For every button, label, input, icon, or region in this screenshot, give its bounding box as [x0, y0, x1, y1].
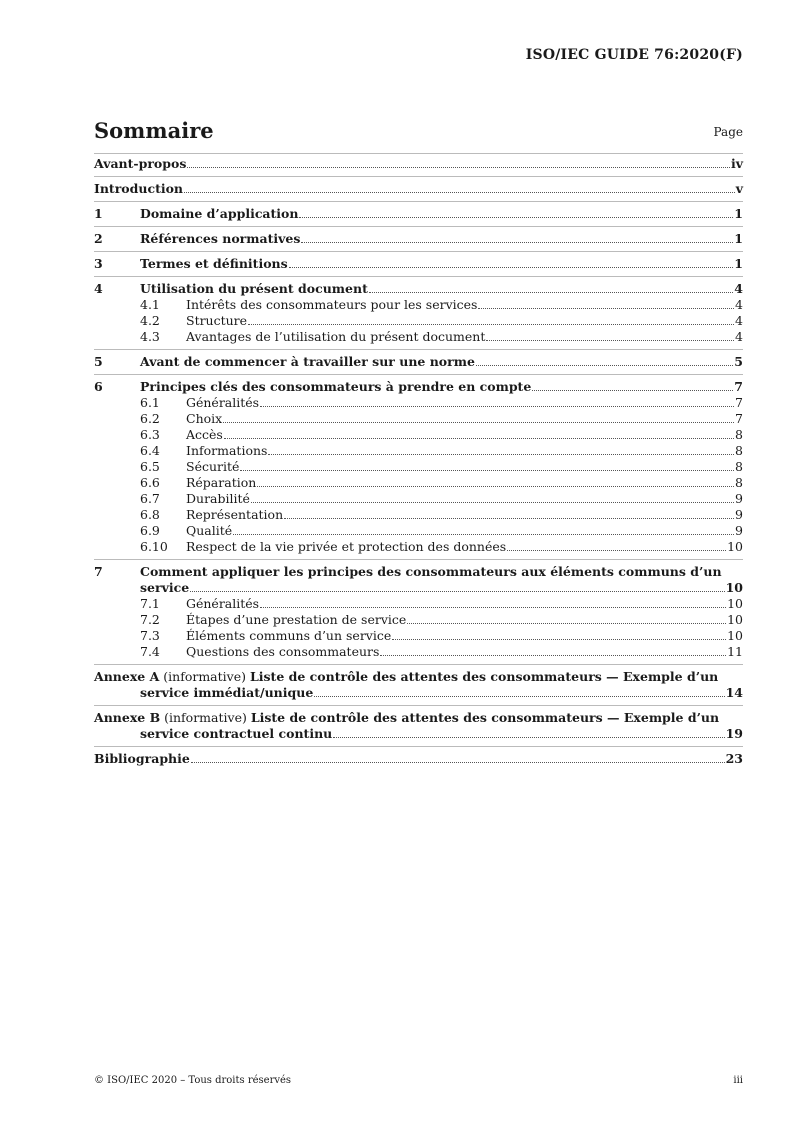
toc-entry-avant-propos[interactable] [94, 153, 743, 172]
toc-entry-page: 10 [727, 596, 743, 611]
toc-entry-text: Bibliographie [94, 751, 190, 766]
dot-leader [380, 655, 726, 656]
toc-entry-2[interactable] [94, 226, 743, 247]
toc-entry-7-2[interactable] [94, 612, 743, 628]
toc-entry-7-3[interactable] [94, 628, 743, 644]
dot-leader [233, 534, 734, 535]
toc-entry-text: Informations [186, 443, 268, 458]
dot-leader [476, 365, 733, 366]
toc-entry-bibliographie[interactable] [94, 746, 743, 767]
toc-entry-6-3[interactable] [94, 427, 743, 443]
toc-entry-page: 9 [735, 491, 743, 506]
page-column-label: Page [713, 125, 743, 139]
toc-entry-text-line2: service contractuel continu [140, 726, 333, 741]
toc-entry-page: 11 [727, 644, 743, 659]
toc-entry-text: Accès [186, 427, 223, 442]
toc-entry-page: 1 [734, 256, 743, 271]
toc-entry-text: Domaine d’application [140, 206, 299, 221]
toc-entry-page: 4 [734, 281, 743, 296]
toc-entry-page: 23 [725, 751, 743, 766]
document-code: ISO/IEC GUIDE 76:2020(F) [525, 47, 743, 63]
toc-entry-6-10[interactable] [94, 539, 743, 555]
dot-leader [289, 267, 734, 268]
annex-label: Annexe A [94, 669, 160, 684]
table-of-contents [94, 153, 743, 767]
toc-entry-number: 5 [94, 354, 103, 369]
footer-page-number: iii [733, 1075, 743, 1086]
dot-leader [333, 737, 724, 738]
toc-entry-1[interactable] [94, 201, 743, 222]
toc-entry-text: Avant de commencer à travailler sur une norme [140, 354, 475, 369]
dot-leader [392, 639, 726, 640]
dot-leader [301, 242, 733, 243]
toc-entry-page: 7 [735, 411, 743, 426]
toc-entry-page: 8 [735, 427, 743, 442]
toc-entry-page: 9 [735, 523, 743, 538]
toc-entry-number: 6.8 [140, 507, 160, 522]
dot-leader [187, 167, 730, 168]
dot-leader [260, 607, 726, 608]
dot-leader [478, 308, 734, 309]
toc-entry-number: 6.6 [140, 475, 160, 490]
toc-entry-text: Réparation [186, 475, 257, 490]
toc-entry-number: 6.5 [140, 459, 160, 474]
toc-entry-6-8[interactable] [94, 507, 743, 523]
toc-entry-number: 3 [94, 256, 103, 271]
dot-leader [260, 406, 734, 407]
toc-entry-6-6[interactable] [94, 475, 743, 491]
toc-entry-text: Principes clés des consommateurs à prendre en compte [140, 379, 532, 394]
toc-entry-page: 8 [735, 475, 743, 490]
toc-entry-text-line1: Liste de contrôle des attentes des consommateurs — Exemple d’un [250, 710, 720, 725]
toc-entry-7-4[interactable] [94, 644, 743, 660]
toc-entry-page: v [735, 181, 743, 196]
toc-entry-text: Termes et définitions [140, 256, 288, 271]
toc-entry-text-line1: Comment appliquer les principes des consommateurs aux éléments communs d’un [140, 564, 722, 579]
toc-entry-page: 4 [735, 329, 743, 344]
toc-entry-text: Choix [186, 411, 223, 426]
toc-entry-text: Références normatives [140, 231, 301, 246]
toc-entry-page: 7 [735, 395, 743, 410]
toc-entry-page: 9 [735, 507, 743, 522]
annex-label: Annexe B [94, 710, 161, 725]
dot-leader [369, 292, 733, 293]
toc-entry-annex-a[interactable] [94, 664, 743, 701]
toc-entry-6-1[interactable] [94, 395, 743, 411]
toc-entry-annex-b[interactable] [94, 705, 743, 742]
toc-entry-number: 6.2 [140, 411, 160, 426]
toc-entry-page: 10 [727, 628, 743, 643]
dot-leader [407, 623, 726, 624]
toc-entry-page: 8 [735, 443, 743, 458]
dot-leader [248, 324, 734, 325]
toc-entry-6-4[interactable] [94, 443, 743, 459]
dot-leader [224, 438, 734, 439]
toc-entry-page: 14 [725, 685, 743, 700]
dot-leader [507, 550, 726, 551]
toc-entry-page: 4 [735, 297, 743, 312]
toc-entry-text: Avantages de l’utilisation du présent document [186, 329, 486, 344]
toc-entry-number: 7.2 [140, 612, 160, 627]
toc-entry-page: 10 [727, 539, 743, 554]
toc-entry-text-line1: Liste de contrôle des attentes des consommateurs — Exemple d’un [249, 669, 719, 684]
dot-leader [190, 591, 724, 592]
toc-entry-number: 6.4 [140, 443, 160, 458]
toc-entry-6-2[interactable] [94, 411, 743, 427]
toc-entry-text: Respect de la vie privée et protection des données [186, 539, 507, 554]
toc-entry-number: 4.3 [140, 329, 160, 344]
toc-entry-text: Utilisation du présent document [140, 281, 368, 296]
annex-informative: (informative) [159, 669, 250, 684]
toc-entry-page: 7 [734, 379, 743, 394]
dot-leader [240, 470, 734, 471]
dot-leader [486, 340, 734, 341]
toc-entry-text: Questions des consommateurs [186, 644, 380, 659]
toc-entry-text: Éléments communs d’un service [186, 628, 392, 643]
toc-entry-page: 10 [727, 612, 743, 627]
toc-entry-page: 10 [725, 580, 743, 595]
toc-entry-introduction[interactable] [94, 176, 743, 197]
toc-entry-number: 6.7 [140, 491, 160, 506]
dot-leader [251, 502, 734, 503]
toc-entry-text: Durabilité [186, 491, 250, 506]
toc-entry-number: 7.1 [140, 596, 160, 611]
toc-title-row [94, 113, 743, 143]
toc-entry-number: 6.1 [140, 395, 160, 410]
toc-entry-number: 7.4 [140, 644, 160, 659]
toc-entry-page: iv [730, 156, 743, 171]
toc-entry-4-2[interactable] [94, 313, 743, 329]
toc-entry-page: 4 [735, 313, 743, 328]
toc-title: Sommaire [94, 118, 214, 143]
toc-entry-6-9[interactable] [94, 523, 743, 539]
toc-entry-text: Structure [186, 313, 248, 328]
dot-leader [191, 762, 725, 763]
toc-entry-page: 5 [734, 354, 743, 369]
dot-leader [184, 192, 735, 193]
toc-entry-text: Qualité [186, 523, 233, 538]
dot-leader [257, 486, 734, 487]
toc-entry-6-5[interactable] [94, 459, 743, 475]
toc-entry-text: Sécurité [186, 459, 240, 474]
toc-entry-6[interactable] [94, 374, 743, 395]
toc-entry-text: Étapes d’une prestation de service [186, 612, 407, 627]
toc-entry-page: 1 [734, 231, 743, 246]
dot-leader [299, 217, 733, 218]
toc-entry-6-7[interactable] [94, 491, 743, 507]
toc-entry-number: 1 [94, 206, 103, 221]
dot-leader [314, 696, 724, 697]
toc-entry-number: 7 [94, 564, 103, 579]
toc-entry-number: 2 [94, 231, 103, 246]
dot-leader [223, 422, 734, 423]
toc-entry-text: Intérêts des consommateurs pour les services [186, 297, 478, 312]
toc-entry-number: 6.9 [140, 523, 160, 538]
toc-entry-text-line2: service [140, 580, 190, 595]
toc-entry-4-1[interactable] [94, 297, 743, 313]
footer-copyright: © ISO/IEC 2020 – Tous droits réservés [94, 1075, 292, 1086]
toc-entry-text: Introduction [94, 181, 184, 196]
toc-entry-text: Généralités [186, 395, 260, 410]
toc-entry-3[interactable] [94, 251, 743, 272]
toc-entry-7[interactable] [94, 559, 743, 596]
dot-leader [268, 454, 734, 455]
dot-leader [284, 518, 734, 519]
toc-entry-text: Représentation [186, 507, 284, 522]
toc-entry-number: 4.1 [140, 297, 160, 312]
dot-leader [532, 390, 733, 391]
toc-entry-page: 1 [734, 206, 743, 221]
toc-entry-page: 8 [735, 459, 743, 474]
toc-entry-5[interactable] [94, 349, 743, 370]
toc-entry-text: Avant-propos [94, 156, 187, 171]
toc-entry-7-1[interactable] [94, 596, 743, 612]
toc-entry-number: 6 [94, 379, 103, 394]
toc-entry-text-line2: service immédiat/unique [140, 685, 314, 700]
toc-entry-number: 4 [94, 281, 103, 296]
toc-entry-number: 7.3 [140, 628, 160, 643]
toc-entry-number: 6.3 [140, 427, 160, 442]
toc-entry-number: 6.10 [140, 539, 168, 554]
annex-informative: (informative) [160, 710, 251, 725]
toc-entry-4-3[interactable] [94, 329, 743, 345]
toc-entry-page: 19 [725, 726, 743, 741]
toc-entry-4[interactable] [94, 276, 743, 297]
toc-entry-text: Généralités [186, 596, 260, 611]
toc-entry-number: 4.2 [140, 313, 160, 328]
